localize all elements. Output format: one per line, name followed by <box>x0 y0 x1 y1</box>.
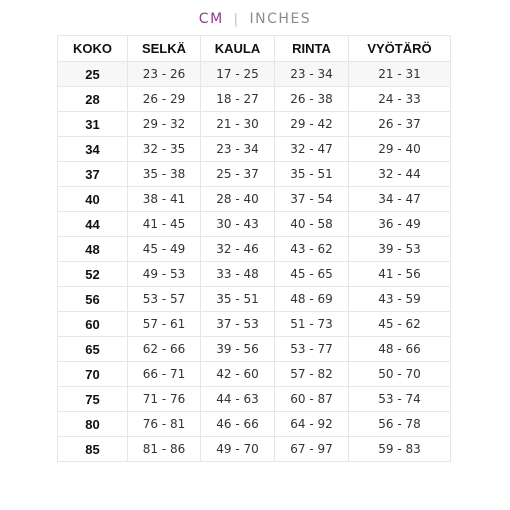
cell-neck: 17 - 25 <box>201 62 275 87</box>
cell-waist: 24 - 33 <box>349 87 451 112</box>
cell-back: 71 - 76 <box>128 387 201 412</box>
table-row <box>58 237 451 262</box>
cell-chest: 37 - 54 <box>275 187 349 212</box>
unit-inches-tab[interactable]: INCHES <box>249 11 312 27</box>
cell-back: 41 - 45 <box>128 212 201 237</box>
table-row <box>58 262 451 287</box>
cell-size: 60 <box>58 312 128 337</box>
cell-waist: 34 - 47 <box>349 187 451 212</box>
cell-chest: 64 - 92 <box>275 412 349 437</box>
table-row <box>58 112 451 137</box>
cell-neck: 39 - 56 <box>201 337 275 362</box>
cell-waist: 32 - 44 <box>349 162 451 187</box>
size-table <box>57 35 451 462</box>
cell-neck: 30 - 43 <box>201 212 275 237</box>
table-row <box>58 412 451 437</box>
table-row <box>58 212 451 237</box>
cell-neck: 42 - 60 <box>201 362 275 387</box>
cell-waist: 43 - 59 <box>349 287 451 312</box>
table-row <box>58 387 451 412</box>
table-row <box>58 337 451 362</box>
cell-size: 65 <box>58 337 128 362</box>
table-row <box>58 137 451 162</box>
table-row <box>58 287 451 312</box>
cell-back: 76 - 81 <box>128 412 201 437</box>
cell-waist: 41 - 56 <box>349 262 451 287</box>
cell-back: 66 - 71 <box>128 362 201 387</box>
header-neck: KAULA <box>201 36 275 62</box>
cell-chest: 48 - 69 <box>275 287 349 312</box>
cell-neck: 18 - 27 <box>201 87 275 112</box>
table-row <box>58 62 451 87</box>
cell-size: 37 <box>58 162 128 187</box>
cell-neck: 25 - 37 <box>201 162 275 187</box>
cell-waist: 36 - 49 <box>349 212 451 237</box>
cell-size: 40 <box>58 187 128 212</box>
cell-back: 81 - 86 <box>128 437 201 462</box>
cell-back: 38 - 41 <box>128 187 201 212</box>
cell-chest: 60 - 87 <box>275 387 349 412</box>
cell-chest: 45 - 65 <box>275 262 349 287</box>
header-waist: VYÖTÄRÖ <box>349 36 451 62</box>
unit-toggle <box>0 9 510 29</box>
table-row <box>58 312 451 337</box>
cell-waist: 59 - 83 <box>349 437 451 462</box>
cell-size: 80 <box>58 412 128 437</box>
size-table-header <box>58 36 451 62</box>
cell-chest: 43 - 62 <box>275 237 349 262</box>
table-row <box>58 362 451 387</box>
table-row <box>58 162 451 187</box>
cell-size: 48 <box>58 237 128 262</box>
cell-neck: 35 - 51 <box>201 287 275 312</box>
cell-back: 35 - 38 <box>128 162 201 187</box>
cell-size: 34 <box>58 137 128 162</box>
cell-back: 57 - 61 <box>128 312 201 337</box>
cell-size: 85 <box>58 437 128 462</box>
unit-separator: | <box>233 11 240 27</box>
cell-neck: 44 - 63 <box>201 387 275 412</box>
cell-size: 31 <box>58 112 128 137</box>
cell-waist: 48 - 66 <box>349 337 451 362</box>
cell-neck: 33 - 48 <box>201 262 275 287</box>
cell-size: 56 <box>58 287 128 312</box>
cell-back: 49 - 53 <box>128 262 201 287</box>
cell-chest: 67 - 97 <box>275 437 349 462</box>
cell-size: 52 <box>58 262 128 287</box>
cell-back: 23 - 26 <box>128 62 201 87</box>
table-row <box>58 437 451 462</box>
table-row <box>58 187 451 212</box>
cell-waist: 53 - 74 <box>349 387 451 412</box>
header-chest: RINTA <box>275 36 349 62</box>
header-size: KOKO <box>58 36 128 62</box>
cell-back: 32 - 35 <box>128 137 201 162</box>
cell-neck: 46 - 66 <box>201 412 275 437</box>
cell-chest: 29 - 42 <box>275 112 349 137</box>
cell-neck: 28 - 40 <box>201 187 275 212</box>
cell-neck: 23 - 34 <box>201 137 275 162</box>
cell-back: 62 - 66 <box>128 337 201 362</box>
cell-neck: 37 - 53 <box>201 312 275 337</box>
cell-size: 75 <box>58 387 128 412</box>
cell-neck: 49 - 70 <box>201 437 275 462</box>
cell-back: 45 - 49 <box>128 237 201 262</box>
size-table-body <box>58 62 451 462</box>
cell-waist: 21 - 31 <box>349 62 451 87</box>
cell-chest: 57 - 82 <box>275 362 349 387</box>
cell-back: 26 - 29 <box>128 87 201 112</box>
cell-chest: 35 - 51 <box>275 162 349 187</box>
cell-chest: 51 - 73 <box>275 312 349 337</box>
cell-waist: 29 - 40 <box>349 137 451 162</box>
cell-back: 29 - 32 <box>128 112 201 137</box>
cell-neck: 32 - 46 <box>201 237 275 262</box>
cell-neck: 21 - 30 <box>201 112 275 137</box>
header-row <box>58 36 451 62</box>
cell-size: 70 <box>58 362 128 387</box>
cell-chest: 53 - 77 <box>275 337 349 362</box>
cell-size: 25 <box>58 62 128 87</box>
cell-waist: 45 - 62 <box>349 312 451 337</box>
cell-waist: 50 - 70 <box>349 362 451 387</box>
cell-chest: 40 - 58 <box>275 212 349 237</box>
cell-chest: 23 - 34 <box>275 62 349 87</box>
cell-size: 28 <box>58 87 128 112</box>
header-back: SELKÄ <box>128 36 201 62</box>
table-row <box>58 87 451 112</box>
cell-chest: 26 - 38 <box>275 87 349 112</box>
cell-back: 53 - 57 <box>128 287 201 312</box>
cell-waist: 39 - 53 <box>349 237 451 262</box>
cell-waist: 56 - 78 <box>349 412 451 437</box>
cell-chest: 32 - 47 <box>275 137 349 162</box>
unit-cm-tab[interactable]: CM <box>198 11 224 27</box>
cell-waist: 26 - 37 <box>349 112 451 137</box>
cell-size: 44 <box>58 212 128 237</box>
